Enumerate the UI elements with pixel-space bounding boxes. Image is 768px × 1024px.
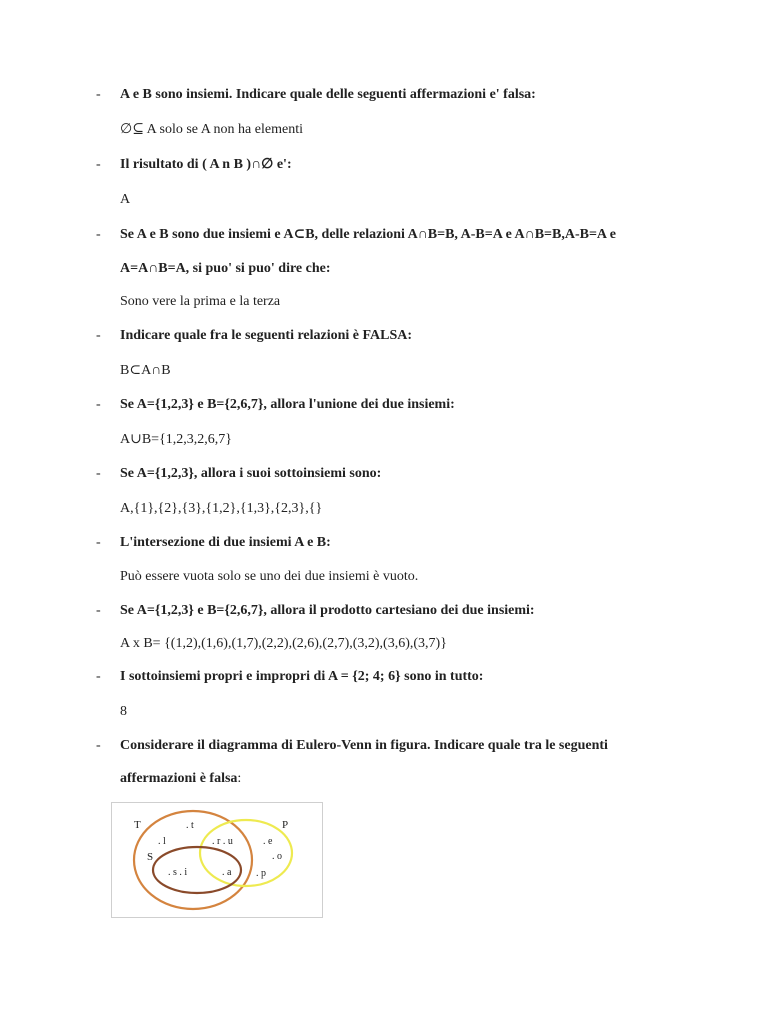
element-s-i: . s . i [168,867,188,878]
label-T: T [134,819,141,831]
label-S: S [147,851,154,863]
label-P: P [282,819,289,831]
question-10-continued [120,770,241,788]
list-dash: - [96,157,101,172]
element-p: . p [256,868,266,879]
list-dash: - [96,669,101,684]
list-dash: - [96,87,101,102]
answer-7: Può essere vuota solo se uno dei due insiemi è vuoto. [120,569,419,584]
list-dash: - [96,227,101,242]
question-10-continued-tail: : [237,771,242,786]
element-a: . a [222,867,232,878]
question-4: Indicare quale fra le seguenti relazioni è FALSA: [120,328,413,343]
question-1: A e B sono insiemi. Indicare quale delle seguenti affermazioni e' falsa: [120,87,536,102]
question-9: I sottoinsiemi propri e impropri di A = {2; 4; 6} sono in tutto: [120,669,484,684]
answer-2: A [120,192,131,207]
answer-3: Sono vere la prima e la terza [120,294,281,309]
question-3: Se A e B sono due insiemi e A⊂B, delle relazioni A∩B=B, A-B=A e A∩B=B,A-B=A e [120,227,616,242]
question-2: Il risultato di ( A n B )∩∅ e': [120,157,292,172]
element-e: . e [263,836,273,847]
venn-diagram-svg [112,803,322,917]
question-5: Se A={1,2,3} e B={2,6,7}, allora l'unione dei due insiemi: [120,397,455,412]
question-7: L'intersezione di due insiemi A e B: [120,535,331,550]
list-dash: - [96,328,101,343]
list-dash: - [96,738,101,753]
answer-6: A,{1},{2},{3},{1,2},{1,3},{2,3},{} [120,501,323,516]
venn-diagram [111,802,323,918]
question-8: Se A={1,2,3} e B={2,6,7}, allora il prodotto cartesiano dei due insiemi: [120,603,535,618]
question-3-continued: A=A∩B=A, si puo' si puo' dire che: [120,261,331,276]
question-10: Considerare il diagramma di Eulero-Venn in figura. Indicare quale tra le seguenti [120,738,608,753]
element-t: . t [186,820,194,831]
answer-8: A x B= {(1,2),(1,6),(1,7),(2,2),(2,6),(2,7),(3,2),(3,6),(3,7)} [120,636,447,651]
answer-9: 8 [120,704,127,719]
answer-1: ∅⊆ A solo se A non ha elementi [120,122,303,137]
list-dash: - [96,603,101,618]
list-dash: - [96,466,101,481]
element-l: . l [158,836,166,847]
answer-5: A∪B={1,2,3,2,6,7} [120,432,233,447]
question-10-continued-bold: affermazioni è falsa [120,771,238,786]
list-dash: - [96,535,101,550]
answer-4: B⊂A∩B [120,363,171,378]
list-dash: - [96,397,101,412]
element-r-u: . r . u [212,836,233,847]
element-o: . o [272,851,282,862]
question-6: Se A={1,2,3}, allora i suoi sottoinsiemi sono: [120,466,382,481]
